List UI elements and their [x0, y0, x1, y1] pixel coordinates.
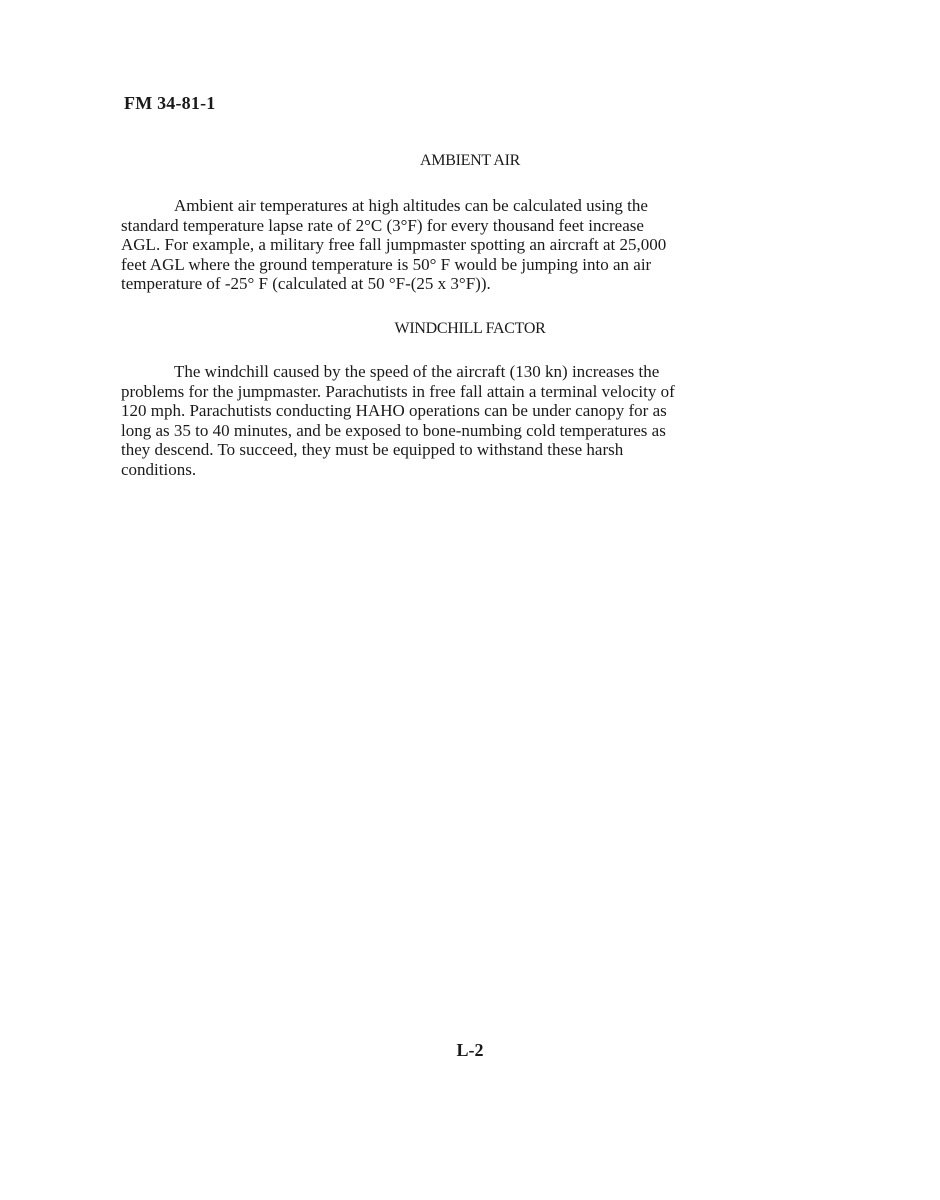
section-heading-windchill-factor: WINDCHILL FACTOR — [394, 320, 546, 337]
paragraph-line: standard temperature lapse rate of 2°C (3°F) for every thousand feet increase — [121, 215, 644, 235]
paragraph-line: they descend. To succeed, they must be equipped to withstand these harsh — [121, 440, 624, 460]
paragraph-line: long as 35 to 40 minutes, and be exposed to bone-numbing cold temperatures as — [121, 420, 666, 440]
paragraph-line: feet AGL where the ground temperature is 50° F would be jumping into an air — [121, 254, 652, 274]
paragraph-line: problems for the jumpmaster. Parachutists in free fall attain a terminal velocity of — [121, 381, 675, 401]
section-heading-ambient-air: AMBIENT AIR — [420, 152, 520, 169]
paragraph-line: Ambient air temperatures at high altitudes can be calculated using the — [174, 196, 648, 215]
paragraph-line: temperature of -25° F (calculated at 50 °F-(25 x 3°F)). — [121, 274, 491, 294]
paragraph-ambient-air — [121, 196, 821, 294]
paragraph-line: 120 mph. Parachutists conducting HAHO operations can be under canopy for as — [121, 401, 667, 421]
paragraph-line: The windchill caused by the speed of the aircraft (130 kn) increases the — [174, 362, 660, 381]
page-number: L-2 — [456, 1040, 484, 1060]
paragraph-line: AGL. For example, a military free fall jumpmaster spotting an aircraft at 25,000 — [121, 235, 667, 255]
paragraph-line: conditions. — [121, 459, 197, 479]
document-id-header: FM 34-81-1 — [124, 93, 216, 113]
paragraph-windchill-factor — [121, 362, 821, 480]
